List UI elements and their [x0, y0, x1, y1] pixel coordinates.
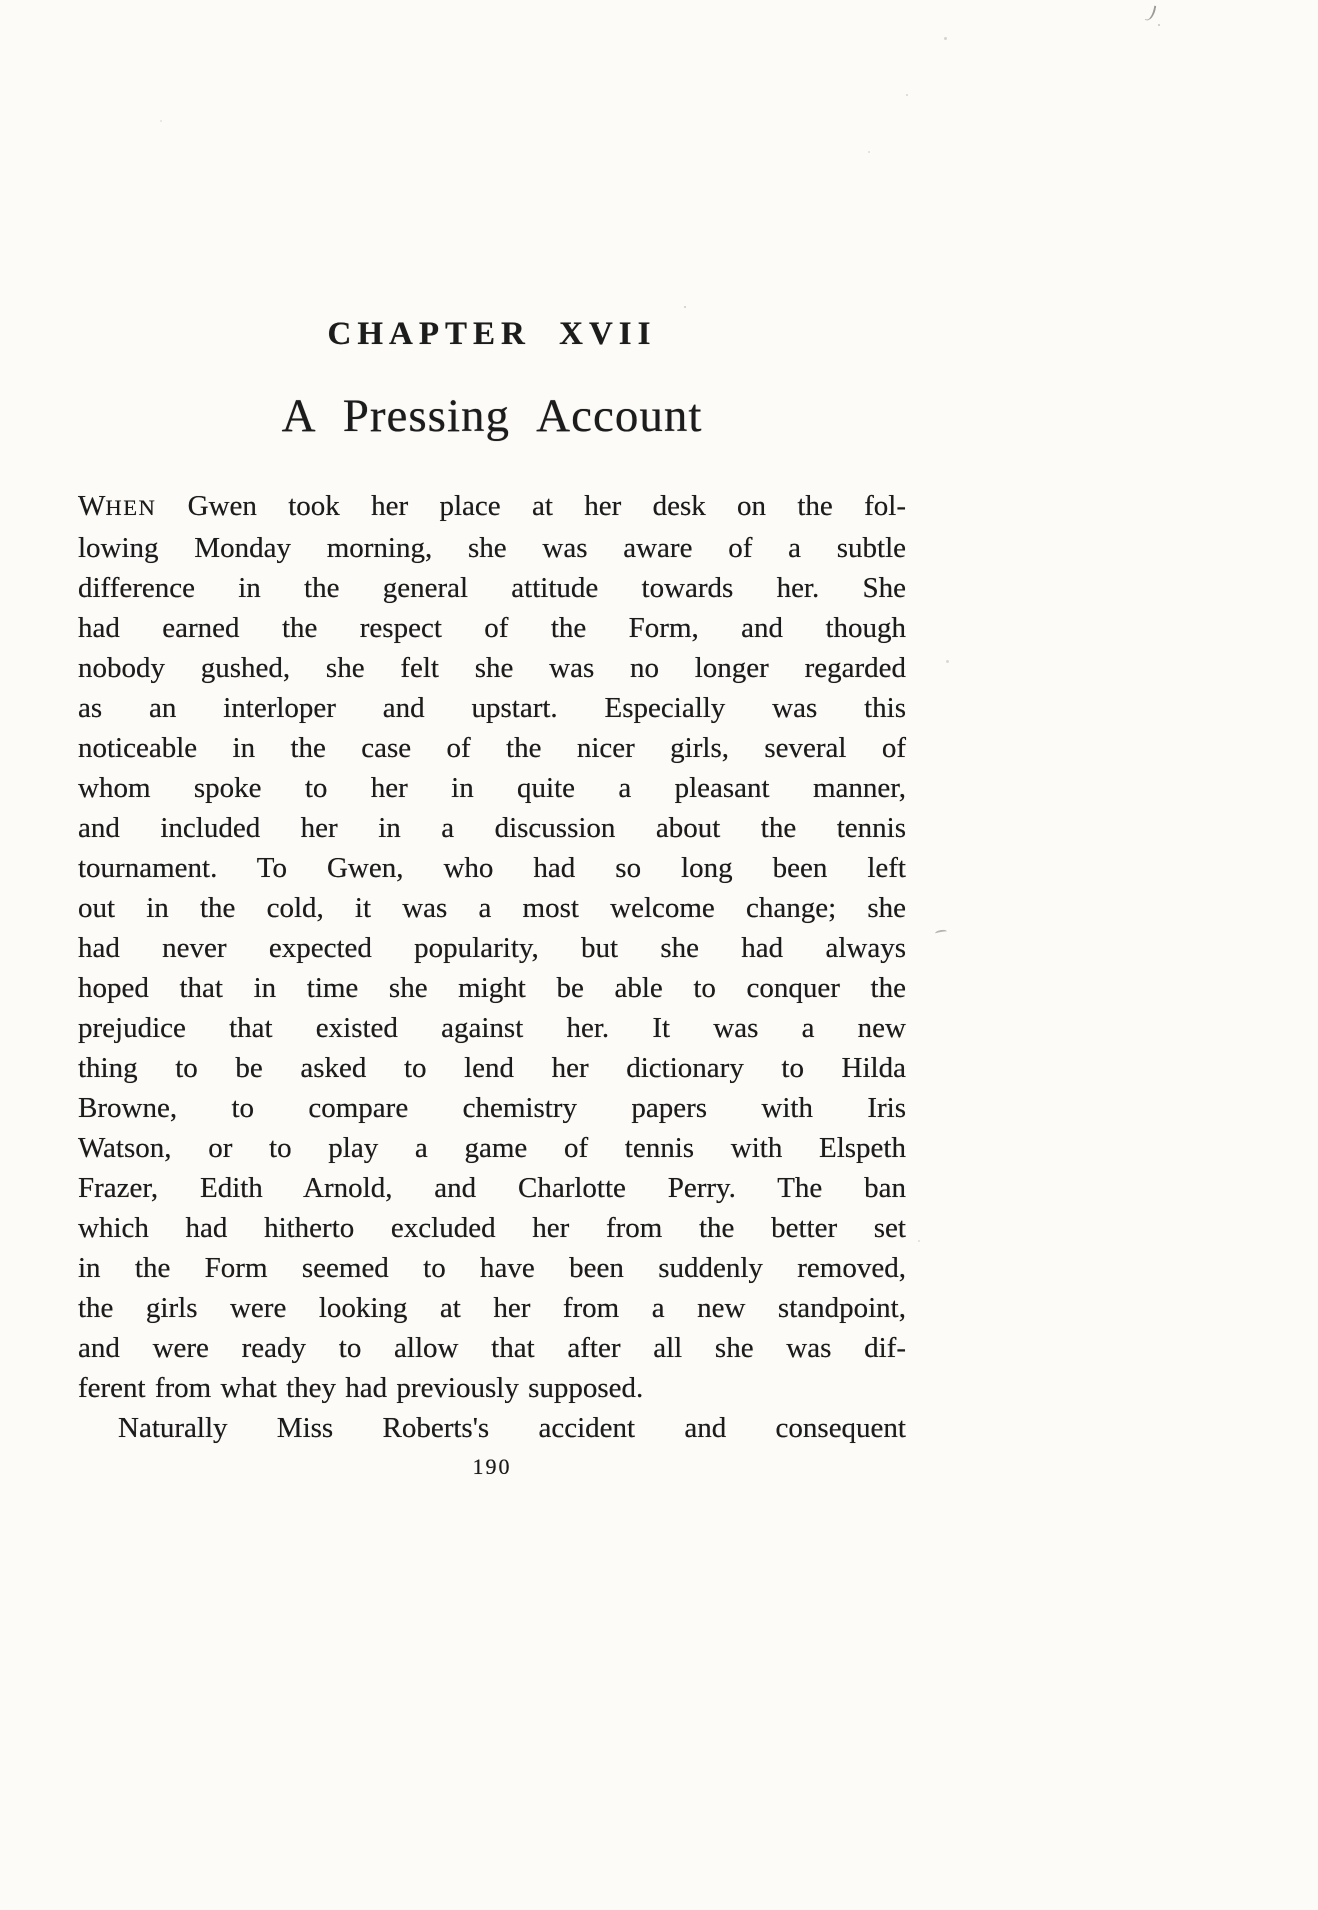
body-line: Watson, or to play a game of tennis with Elspeth	[78, 1132, 906, 1164]
opening-small-caps: HEN	[105, 495, 157, 520]
body-line-opening	[78, 486, 906, 528]
scan-speck	[946, 660, 949, 663]
scan-speck	[1158, 24, 1160, 26]
body-line: hoped that in time she might be able to conquer the	[78, 972, 906, 1004]
scan-speck	[918, 1240, 920, 1242]
scan-artifact	[935, 929, 948, 936]
body-line: the girls were looking at her from a new standpoint,	[78, 1292, 906, 1324]
body-line: in the Form seemed to have been suddenly removed,	[78, 1252, 906, 1284]
body-line: thing to be asked to lend her dictionary to Hilda	[78, 1052, 906, 1084]
page-title: A Pressing Account	[281, 390, 703, 442]
body-line: Browne, to compare chemistry papers with Iris	[78, 1092, 906, 1124]
body-line: which had hitherto excluded her from the better set	[78, 1212, 906, 1244]
scan-speck	[684, 306, 686, 308]
body-line: and were ready to allow that after all she was dif-	[78, 1332, 906, 1364]
opening-rest: Gwen took her place at her desk on the fol-	[156, 490, 906, 522]
body-line: lowing Monday morning, she was aware of a subtle	[78, 532, 906, 564]
text-block	[78, 0, 906, 1478]
scan-speck	[906, 94, 908, 96]
scan-speck	[868, 151, 870, 153]
scan-speck	[160, 120, 162, 122]
body-line: and included her in a discussion about the tennis	[78, 812, 906, 844]
body-line: difference in the general attitude towards her. She	[78, 572, 906, 604]
body-line: Naturally Miss Roberts's accident and consequent	[118, 1412, 906, 1444]
body-line: Frazer, Edith Arnold, and Charlotte Perry. The ban	[78, 1172, 906, 1204]
body-text	[78, 486, 906, 1448]
body-line: ferent from what they had previously supposed.	[78, 1372, 644, 1404]
body-line: out in the cold, it was a most welcome change; she	[78, 892, 906, 924]
body-line: prejudice that existed against her. It was a new	[78, 1012, 906, 1044]
body-line: nobody gushed, she felt she was no longer regarded	[78, 652, 906, 684]
body-line: tournament. To Gwen, who had so long been left	[78, 852, 906, 884]
body-line: had never expected popularity, but she had always	[78, 932, 906, 964]
scan-speck	[944, 37, 947, 40]
scan-artifact	[1145, 4, 1157, 21]
opening-capital: W	[78, 490, 106, 522]
body-line: had earned the respect of the Form, and though	[78, 612, 906, 644]
body-line: as an interloper and upstart. Especially was this	[78, 692, 906, 724]
body-line: whom spoke to her in quite a pleasant manner,	[78, 772, 906, 804]
body-line: noticeable in the case of the nicer girls, several of	[78, 732, 906, 764]
page-number: 190	[472, 1454, 512, 1479]
chapter-heading: CHAPTER XVII	[327, 316, 657, 352]
